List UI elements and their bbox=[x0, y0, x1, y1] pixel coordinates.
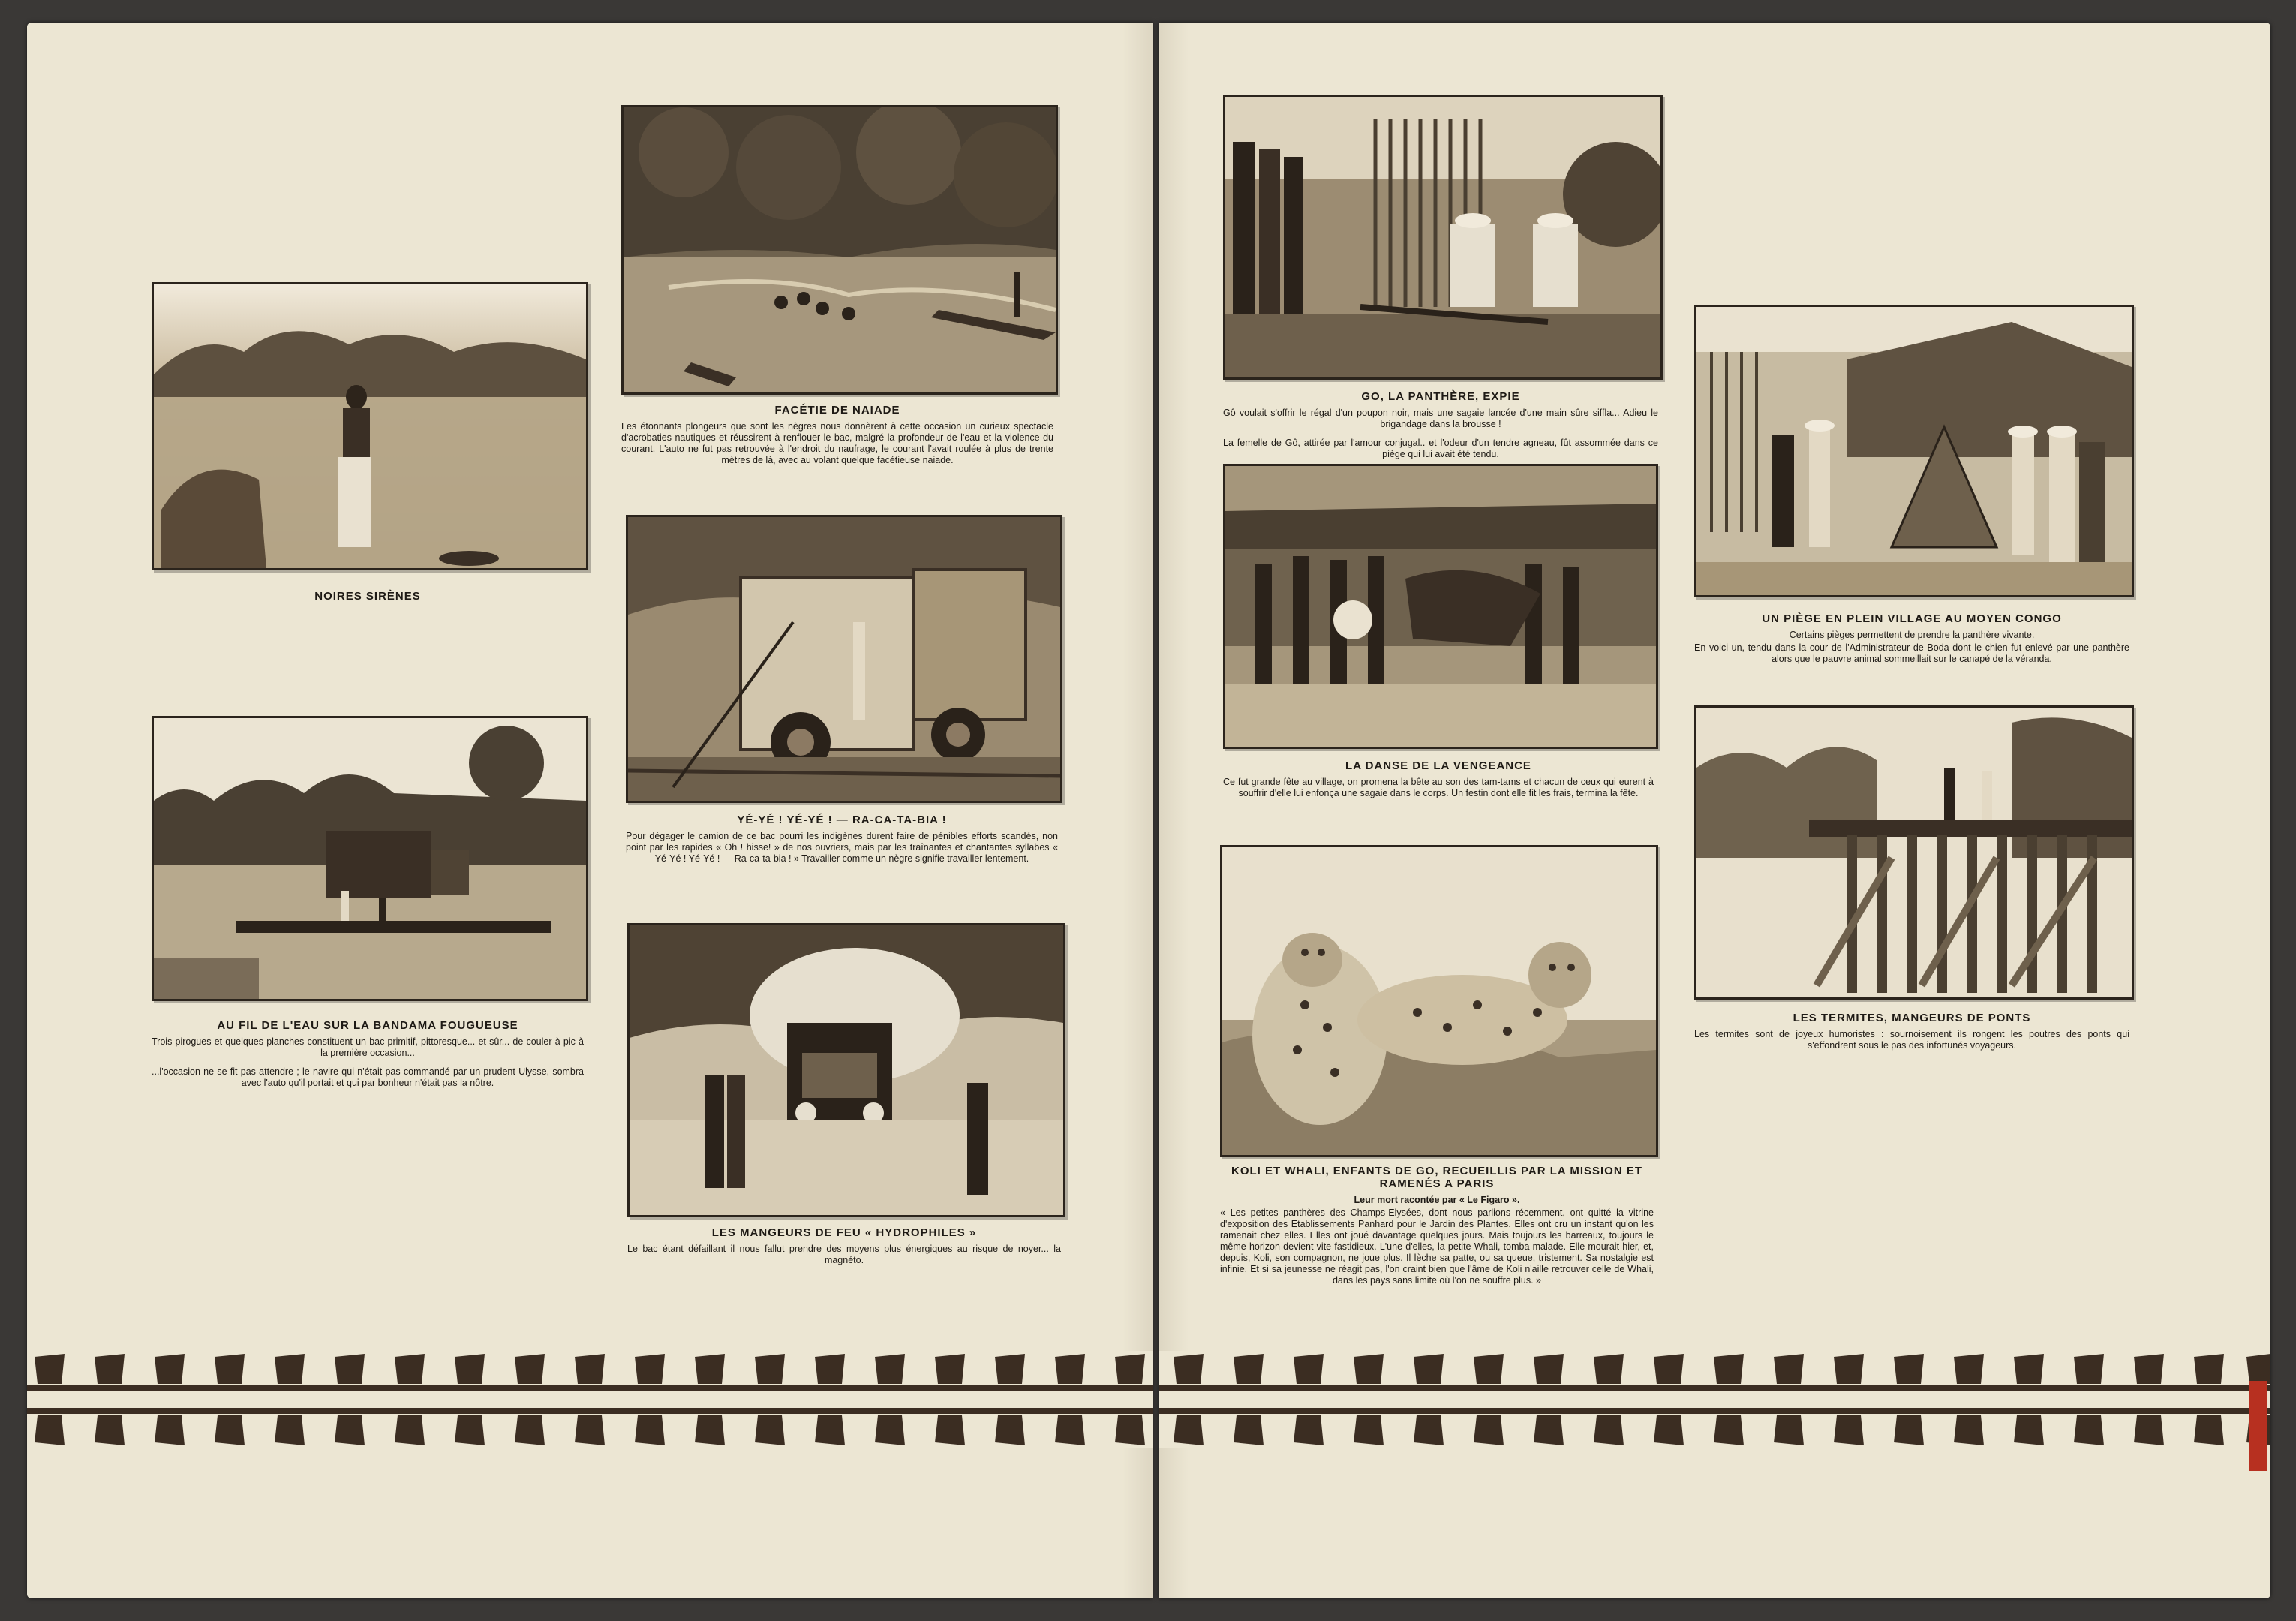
caption-body: « Les petites panthères des Champs-Elysées, dont nous parlions récemment, ont quitté la vitrine d'exposition des Etablissements Panhard pour le Jardin des Plantes. Elles ont cru un instant qu'on les ramenait chez elles. Elles ont joué davantage quelques jours. Mais toujours les barreaux, toujours le même horizon devient vite fastidieux. L'une d'elles, la petite Whali, tomba malade. Elle mourait hier, et, depuis, Koli, son compagnon, ne joue plus. Il lèche sa patte, ou sa queue, tristement. Sa nostalgie est infinie. Et si sa jeunesse ne réagit pas, l'on craint bien que l'âme de Koli n'aille retrouver celle de Whali, dans les pays sans limite où l'on ne souffre plus. » bbox=[1220, 1207, 1654, 1286]
caption-subtitle: Certains pièges permettent de prendre la panthère vivante. bbox=[1789, 630, 2035, 640]
caption-title: LES MANGEURS DE FEU « HYDROPHILES » bbox=[711, 1226, 977, 1239]
caption-body: En voici un, tendu dans la cour de l'Administrateur de Boda dont le chien fut enlevé par une panthère alors que le pauvre animal sommeillait sur le canapé de la véranda. bbox=[1694, 642, 2129, 664]
caption-body: Pour dégager le camion de ce bac pourri les indigènes durent faire de pénibles efforts scandés, non point par les rapides « Oh ! hisse! » de nos ouvriers, mais par les traînantes et chantantes syllabes « Yé-Yé ! Yé-Yé ! — Ra-ca-ta-bia ! » Travailler comme un nègre signifie travailler lentement. bbox=[626, 831, 1058, 864]
caption-mangeurs-de-feu bbox=[627, 1226, 1061, 1266]
caption-body: La femelle de Gô, attirée par l'amour conjugal.. et l'odeur d'un tendre agneau, fût assommée dans ce piège qui lui avait été tendu. bbox=[1223, 438, 1658, 459]
caption-body: Le bac étant défaillant il nous fallut prendre des moyens plus énergiques au risque de noyer... la magnéto. bbox=[627, 1244, 1061, 1265]
caption-ye-ye bbox=[626, 814, 1058, 865]
caption-facetie-naiade bbox=[621, 404, 1053, 466]
caption-title: LA DANSE DE LA VENGEANCE bbox=[1345, 759, 1531, 772]
caption-bandama bbox=[152, 1019, 584, 1089]
photo-go-panthere bbox=[1223, 95, 1663, 380]
caption-body: Trois pirogues et quelques planches constituent un bac primitif, pittoresque... et sûr... de couler à pic à la première occasion... bbox=[152, 1036, 584, 1058]
caption-danse-vengeance bbox=[1223, 759, 1654, 799]
photo-termites bbox=[1694, 705, 2134, 1000]
caption-piege-moyen-congo bbox=[1694, 612, 2129, 665]
caption-noires-sirenes bbox=[152, 590, 584, 607]
caption-go-panthere bbox=[1223, 390, 1658, 460]
caption-body: ...l'occasion ne se fit pas attendre ; le navire qui n'était pas commandé par un prudent Ulysse, sombra avec l'auto qu'il portait et qui par bonheur n'était pas la nôtre. bbox=[152, 1066, 584, 1088]
left-page bbox=[27, 23, 1153, 1598]
caption-title: GO, LA PANTHÈRE, EXPIE bbox=[1361, 390, 1520, 403]
photo-noires-sirenes bbox=[152, 282, 588, 570]
photo-mangeurs-de-feu bbox=[627, 923, 1065, 1217]
photo-facetie-naiade bbox=[621, 105, 1058, 395]
caption-body: Les étonnants plongeurs que sont les nègres nous donnèrent à cette occasion un curieux spectacle d'acrobaties nautiques et réussirent à renflouer le bac, malgré la profondeur de l'eau et la violence du courant. L'auto ne fut pas retrouvée à l'endroit du naufrage, le courant l'avait roulée à plus de trente mètres de là, avec au volant quelque facétieuse naiade. bbox=[621, 421, 1053, 465]
red-edge-tab bbox=[2249, 1381, 2267, 1471]
decorative-band-right bbox=[1159, 1351, 2270, 1448]
right-page bbox=[1159, 23, 2270, 1598]
caption-title: LES TERMITES, MANGEURS DE PONTS bbox=[1793, 1012, 2031, 1024]
caption-title: NOIRES SIRÈNES bbox=[314, 590, 421, 603]
caption-title: UN PIÈGE EN PLEIN VILLAGE AU MOYEN CONGO bbox=[1762, 612, 2062, 625]
caption-termites bbox=[1694, 1012, 2129, 1051]
caption-koli-whali bbox=[1220, 1165, 1654, 1286]
caption-body: Ce fut grande fête au village, on promena la bête au son des tam-tams et chacun de ceux qui eurent à souffrir d'elle lui enfonça une sagaie dans le corps. Un festin dont elle fit les frais, termina la fête. bbox=[1223, 777, 1654, 798]
caption-body: Les termites sont de joyeux humoristes : sournoisement ils rongent les poutres des ponts qui s'effondrent sous le pas des infortunés voyageurs. bbox=[1694, 1029, 2129, 1051]
caption-title: AU FIL DE L'EAU SUR LA BANDAMA FOUGUEUSE bbox=[217, 1019, 518, 1032]
caption-body: Gô voulait s'offrir le régal d'un poupon noir, mais une sagaie lancée d'une main sûre siffla... Adieu le brigandage dans la brousse ! bbox=[1223, 408, 1658, 429]
photo-bandama bbox=[152, 716, 588, 1001]
caption-title: KOLI ET WHALI, ENFANTS DE GO, RECUEILLIS PAR LA MISSION ET RAMENÉS A PARIS bbox=[1231, 1165, 1642, 1190]
photo-piege-moyen-congo bbox=[1694, 305, 2134, 597]
photo-ye-ye bbox=[626, 515, 1062, 803]
decorative-band-left bbox=[27, 1351, 1153, 1448]
photo-danse-vengeance bbox=[1223, 464, 1658, 749]
photo-koli-whali bbox=[1220, 845, 1658, 1157]
magazine-spread bbox=[27, 23, 2270, 1602]
caption-title: FACÉTIE DE NAIADE bbox=[774, 404, 900, 417]
caption-subtitle: Leur mort racontée par « Le Figaro ». bbox=[1354, 1195, 1520, 1205]
caption-title: YÉ-YÉ ! YÉ-YÉ ! — RA-CA-TA-BIA ! bbox=[737, 814, 947, 826]
